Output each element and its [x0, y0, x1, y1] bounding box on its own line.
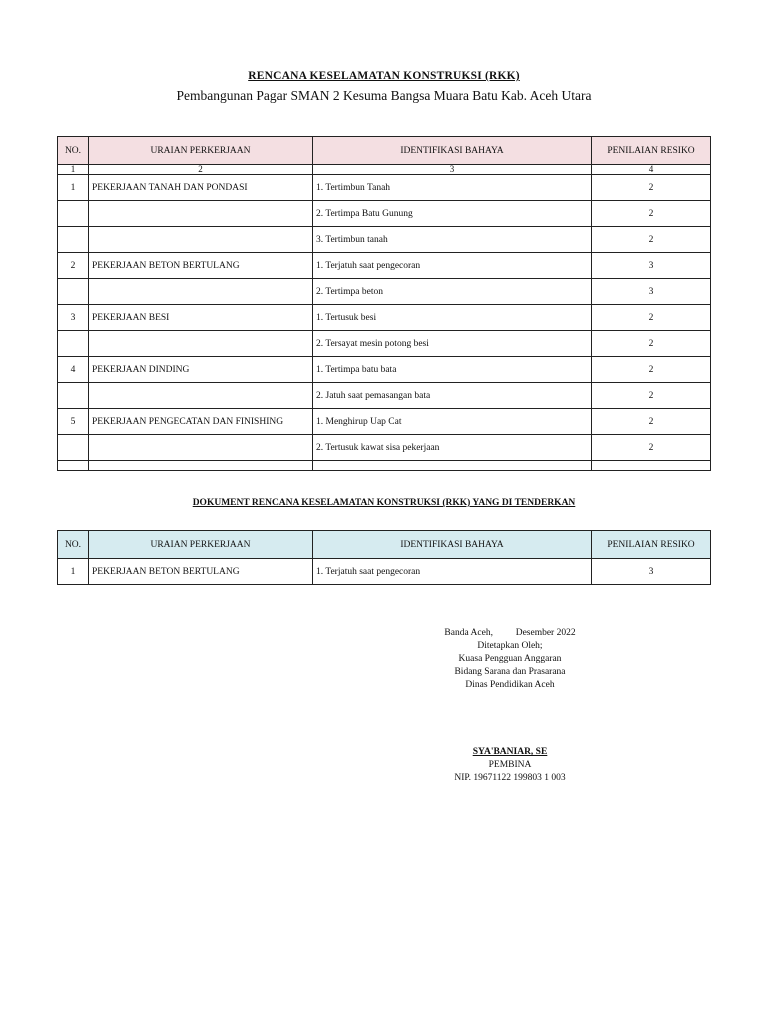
table-row: [58, 279, 711, 305]
row-risk: 2: [592, 357, 711, 383]
sign-line: Dinas Pendidikan Aceh: [465, 680, 555, 690]
header-work: URAIAN PERKERJAAN: [89, 531, 313, 559]
row-work: [89, 331, 313, 357]
row-hazard: 1. Menghirup Uap Cat: [313, 409, 592, 435]
table-row: [58, 331, 711, 357]
document-title: RENCANA KESELAMATAN KONSTRUKSI (RKK): [248, 70, 520, 82]
row-risk: 2: [592, 305, 711, 331]
row-work: PEKERJAAN BETON BERTULANG: [89, 253, 313, 279]
table-row: [58, 201, 711, 227]
table-row: [58, 435, 711, 461]
row-risk: 2: [592, 201, 711, 227]
row-no: 2: [58, 253, 89, 279]
document-subtitle: Pembangunan Pagar SMAN 2 Kesuma Bangsa Muara Batu Kab. Aceh Utara: [176, 88, 592, 103]
table-row: [58, 305, 711, 331]
row-hazard: 3. Tertimbun tanah: [313, 227, 592, 253]
row-risk: 3: [592, 279, 711, 305]
header-no: NO.: [58, 531, 89, 559]
header-risk: PENILAIAN RESIKO: [592, 137, 711, 165]
row-risk: 3: [592, 253, 711, 279]
tender-document-title: DOKUMENT RENCANA KESELAMATAN KONSTRUKSI (RKK) YANG DI TENDERKAN: [192, 498, 576, 508]
rkk-table-header: [58, 137, 711, 165]
row-work: [89, 383, 313, 409]
column-number: 3: [313, 165, 592, 175]
table-row-blank: [58, 461, 711, 471]
signatory: [420, 746, 600, 785]
row-hazard: 2. Tersayat mesin potong besi: [313, 331, 592, 357]
row-work: PEKERJAAN BETON BERTULANG: [89, 559, 313, 585]
table-row: [58, 253, 711, 279]
header-risk: PENILAIAN RESIKO: [592, 531, 711, 559]
row-no: [58, 279, 89, 305]
table-row: [58, 175, 711, 201]
header-work: URAIAN PERKERJAAN: [89, 137, 313, 165]
column-number: 1: [58, 165, 89, 175]
row-work: [89, 201, 313, 227]
row-work: PEKERJAAN DINDING: [89, 357, 313, 383]
sign-line: Ditetapkan Oleh;: [477, 641, 543, 651]
row-no: [58, 383, 89, 409]
tender-table-body: [58, 559, 711, 585]
row-hazard: 1. Tertimpa batu bata: [313, 357, 592, 383]
signatory-name: SYA'BANIAR, SE: [472, 747, 548, 757]
row-work: [89, 279, 313, 305]
header-hazard: IDENTIFIKASI BAHAYA: [313, 531, 592, 559]
signatory-rank: PEMBINA: [488, 760, 532, 770]
row-work: PEKERJAAN TANAH DAN PONDASI: [89, 175, 313, 201]
rkk-table-body: [58, 175, 711, 471]
row-hazard: 2. Tertimpa beton: [313, 279, 592, 305]
row-risk: 3: [592, 559, 711, 585]
row-risk: 2: [592, 175, 711, 201]
blank-cell: [592, 461, 711, 471]
signatory-nip: NIP. 19671122 199803 1 003: [454, 773, 566, 783]
blank-cell: [58, 461, 89, 471]
row-no: [58, 435, 89, 461]
row-risk: 2: [592, 435, 711, 461]
row-hazard: 2. Tertusuk kawat sisa pekerjaan: [313, 435, 592, 461]
row-hazard: 2. Jatuh saat pemasangan bata: [313, 383, 592, 409]
row-no: [58, 227, 89, 253]
row-risk: 2: [592, 383, 711, 409]
row-hazard: 1. Tertimbun Tanah: [313, 175, 592, 201]
blank-cell: [89, 461, 313, 471]
blank-cell: [313, 461, 592, 471]
sign-line: Bidang Sarana dan Prasarana: [454, 667, 566, 677]
header-hazard: IDENTIFIKASI BAHAYA: [313, 137, 592, 165]
row-no: 3: [58, 305, 89, 331]
signature-block: [420, 627, 600, 692]
row-no: [58, 331, 89, 357]
table-row: [58, 559, 711, 585]
row-hazard: 1. Terjatuh saat pengecoran: [313, 253, 592, 279]
row-work: PEKERJAAN BESI: [89, 305, 313, 331]
column-number: 2: [89, 165, 313, 175]
row-no: 1: [58, 559, 89, 585]
row-risk: 2: [592, 331, 711, 357]
tender-table-header: [58, 531, 711, 559]
row-risk: 2: [592, 227, 711, 253]
tender-table: [57, 530, 711, 585]
row-no: 1: [58, 175, 89, 201]
sign-date: [420, 627, 600, 640]
row-hazard: 2. Tertimpa Batu Gunung: [313, 201, 592, 227]
table-row: [58, 227, 711, 253]
sign-line: Kuasa Pengguan Anggaran: [458, 654, 562, 664]
table-row: [58, 357, 711, 383]
row-no: [58, 201, 89, 227]
header-no: NO.: [58, 137, 89, 165]
rkk-table: [57, 136, 711, 471]
row-work: [89, 227, 313, 253]
column-number-row: [58, 165, 711, 175]
column-number: 4: [592, 165, 711, 175]
row-work: PEKERJAAN PENGECATAN DAN FINISHING: [89, 409, 313, 435]
row-risk: 2: [592, 409, 711, 435]
table-row: [58, 409, 711, 435]
table-row: [58, 383, 711, 409]
row-work: [89, 435, 313, 461]
sign-place: Banda Aceh,: [444, 628, 493, 638]
row-no: 5: [58, 409, 89, 435]
row-no: 4: [58, 357, 89, 383]
sign-month-year: Desember 2022: [515, 628, 576, 638]
row-hazard: 1. Terjatuh saat pengecoran: [313, 559, 592, 585]
row-hazard: 1. Tertusuk besi: [313, 305, 592, 331]
